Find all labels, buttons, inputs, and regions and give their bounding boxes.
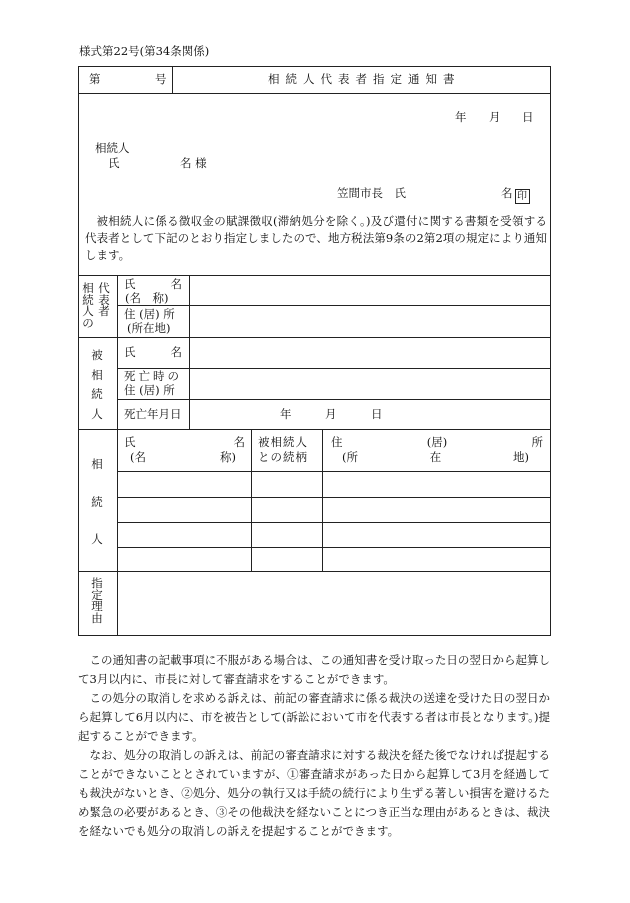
seal-mark: 印 bbox=[515, 189, 530, 204]
date-year: 年 bbox=[455, 110, 467, 124]
representative-label-col1: 相 続 人 の bbox=[82, 281, 94, 330]
heirs-col-address-sub: (所 在 地) bbox=[342, 450, 529, 464]
date-month: 月 bbox=[489, 110, 501, 124]
heirs-col-relation: 被相続人 bbox=[258, 435, 308, 449]
number-go: 号 bbox=[155, 72, 167, 86]
representative-name-sub-label: (名 称) bbox=[125, 291, 169, 305]
heirs-col-address: 住 (居) 所 bbox=[331, 435, 543, 449]
number-dai: 第 bbox=[89, 72, 101, 86]
death-date-label: 死亡年月日 bbox=[124, 407, 182, 421]
death-date-year: 年 bbox=[280, 407, 292, 421]
death-date-month: 月 bbox=[325, 407, 337, 421]
heirs-col-name: 氏 名 bbox=[124, 435, 245, 449]
form-label: 様式第22号(第34条関係) bbox=[79, 44, 210, 58]
notice-appeal: この通知書の記載事項に不服がある場合は、この通知書を受け取った日の翌日から起算して3月以内に、市長に対して審査請求をすることができます。 bbox=[78, 653, 550, 686]
addressee-shi: 氏 bbox=[108, 156, 120, 170]
sender-signature: 名 印 bbox=[501, 188, 530, 204]
intro-paragraph: 被相続人に係る徴収金の賦課徴収(滞納処分を除く。)及び還付に関する書類を受領する代表者として下記のとおり指定しましたので、地方税法第9条の2第2項の規定により通知します。 bbox=[85, 214, 547, 262]
representative-label-col2: 代 表 者 bbox=[98, 281, 110, 318]
deceased-name-label: 氏 名 bbox=[124, 345, 182, 359]
sender-mayor: 笠間市長 氏 bbox=[337, 186, 406, 200]
date-day: 日 bbox=[522, 110, 534, 124]
representative-name-label: 氏 名 bbox=[124, 277, 182, 291]
heirs-label: 相 続 人 bbox=[91, 457, 103, 546]
death-date-day: 日 bbox=[371, 407, 383, 421]
notice-exceptions: なお、処分の取消しの訴えは、前記の審査請求に対する裁決を経た後でなければ提起することができないこととされていますが、①審査請求があった日から起算して3月を経過しても裁決がないとき、②処分、処分の執行又は手続の続行により生ずる著しい損害を避けるため緊急の必要があるとき、③その他裁決を経ないことにつき正当な理由があるときは、裁決を経ないでも処分の取消しの訴えを提起することができます。 bbox=[78, 748, 550, 838]
deceased-address-sub-label: 住 (居) 所 bbox=[124, 383, 175, 397]
heirs-col-name-sub: (名 称) bbox=[130, 450, 236, 464]
notice-lawsuit: この処分の取消しを求める訴えは、前記の審査請求に係る裁決の送達を受けた日の翌日から起算して6月以内に、市を被告として(訴訟において市を代表する者は市長となります。)提起することができます。 bbox=[78, 691, 550, 743]
representative-address-label: 住 (居) 所 bbox=[124, 307, 175, 321]
deceased-label: 被 相 続 人 bbox=[91, 348, 103, 421]
addressee-mei-sama: 名 様 bbox=[180, 156, 207, 170]
deceased-address-label: 死亡時の bbox=[124, 369, 182, 383]
document-title: 相続人代表者指定通知書 bbox=[268, 72, 461, 86]
addressee-heir: 相続人 bbox=[95, 141, 130, 155]
representative-address-sub-label: (所在地) bbox=[127, 321, 171, 335]
heirs-col-relation-sub: との続柄 bbox=[258, 450, 308, 464]
reason-label: 指 定 理 由 bbox=[91, 576, 103, 625]
